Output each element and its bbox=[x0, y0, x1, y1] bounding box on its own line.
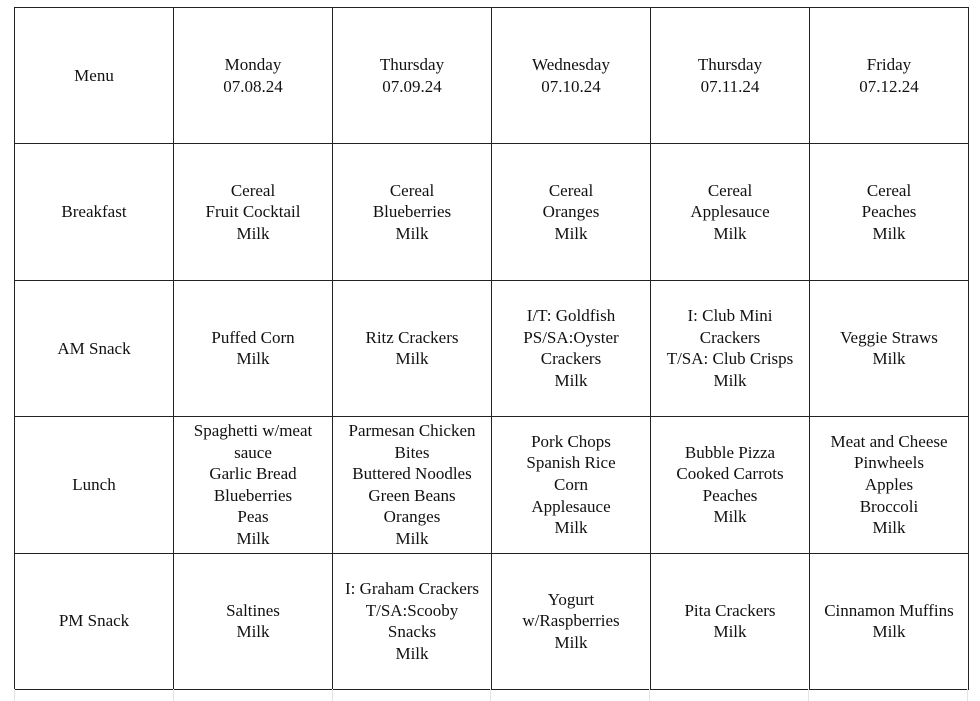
menu-item: Peas bbox=[237, 507, 269, 527]
menu-item: Cereal bbox=[866, 180, 912, 200]
menu-item: Applesauce bbox=[531, 496, 611, 516]
menu-item: I: Graham Crackers bbox=[344, 579, 480, 599]
menu-corner-cell bbox=[15, 8, 174, 144]
menu-item: Milk bbox=[395, 529, 429, 549]
menu-cell-breakfast-monday bbox=[174, 144, 333, 280]
menu-item: Parmesan Chicken bbox=[348, 421, 476, 441]
menu-cell-pm-snack-monday bbox=[174, 553, 333, 689]
day-header-tuesday bbox=[333, 8, 492, 144]
menu-item: Milk bbox=[236, 349, 270, 369]
menu-item: I: Club Mini bbox=[687, 306, 773, 326]
menu-item: Milk bbox=[236, 223, 270, 243]
menu-item: Milk bbox=[554, 223, 588, 243]
menu-cell-lunch-tuesday bbox=[333, 417, 492, 553]
meal-label-cell bbox=[15, 417, 174, 553]
menu-item: Puffed Corn bbox=[211, 327, 295, 347]
menu-item: Apples bbox=[864, 475, 914, 495]
day-name: Thursday bbox=[379, 55, 445, 75]
header-row bbox=[15, 8, 969, 144]
menu-item: Blueberries bbox=[213, 485, 293, 505]
menu-item: Crackers bbox=[540, 349, 602, 369]
meal-label-cell bbox=[15, 280, 174, 416]
footer-column-guide bbox=[490, 689, 649, 701]
menu-item: Milk bbox=[236, 529, 270, 549]
menu-item: T/SA: Club Crisps bbox=[666, 349, 794, 369]
weekly-menu-table bbox=[14, 7, 969, 690]
menu-item: Cereal bbox=[548, 180, 594, 200]
menu-cell-lunch-wednesday bbox=[492, 417, 651, 553]
menu-corner-label: Menu bbox=[74, 65, 114, 85]
menu-item: Milk bbox=[872, 518, 906, 538]
menu-item: Corn bbox=[554, 475, 588, 495]
day-header-friday bbox=[810, 8, 969, 144]
day-name: Thursday bbox=[697, 55, 763, 75]
footer-column-guide bbox=[808, 689, 968, 701]
menu-item: Fruit Cocktail bbox=[205, 202, 301, 222]
menu-item: Milk bbox=[713, 223, 747, 243]
menu-item: Cooked Carrots bbox=[676, 464, 784, 484]
menu-item: Spaghetti w/meat bbox=[193, 421, 313, 441]
menu-cell-pm-snack-wednesday bbox=[492, 553, 651, 689]
meal-row-breakfast bbox=[15, 144, 969, 280]
menu-item: Milk bbox=[554, 633, 588, 653]
menu-item: Oranges bbox=[383, 507, 441, 527]
menu-item: PS/SA:Oyster bbox=[523, 327, 619, 347]
menu-cell-lunch-friday bbox=[810, 417, 969, 553]
menu-item: Spanish Rice bbox=[526, 453, 616, 473]
meal-label-cell bbox=[15, 553, 174, 689]
day-header-wednesday bbox=[492, 8, 651, 144]
menu-item: Cereal bbox=[230, 180, 276, 200]
footer-column-guide bbox=[14, 689, 173, 701]
menu-item: Applesauce bbox=[690, 202, 770, 222]
menu-cell-breakfast-tuesday bbox=[333, 144, 492, 280]
menu-item: I/T: Goldfish bbox=[526, 306, 616, 326]
menu-item: Oranges bbox=[542, 202, 600, 222]
menu-cell-am-snack-wednesday bbox=[492, 280, 651, 416]
footer-column-guide bbox=[332, 689, 491, 701]
menu-item: Pork Chops bbox=[531, 431, 611, 451]
menu-item: Milk bbox=[713, 507, 747, 527]
day-date: 07.11.24 bbox=[700, 76, 760, 96]
menu-cell-pm-snack-tuesday bbox=[333, 553, 492, 689]
menu-item: Milk bbox=[236, 622, 270, 642]
meal-row-am-snack bbox=[15, 280, 969, 416]
menu-item: Saltines bbox=[226, 600, 280, 620]
menu-item: Milk bbox=[872, 223, 906, 243]
menu-item: Broccoli bbox=[859, 496, 919, 516]
menu-item: Cinnamon Muffins bbox=[824, 600, 954, 620]
menu-item: Cereal bbox=[707, 180, 753, 200]
menu-cell-breakfast-thursday bbox=[651, 144, 810, 280]
menu-item: Yogurt bbox=[547, 589, 595, 609]
meal-label: PM Snack bbox=[58, 611, 130, 631]
menu-cell-am-snack-tuesday bbox=[333, 280, 492, 416]
menu-item: Bubble Pizza bbox=[684, 442, 776, 462]
menu-item: Milk bbox=[713, 371, 747, 391]
menu-cell-am-snack-monday bbox=[174, 280, 333, 416]
menu-item: Green Beans bbox=[368, 485, 456, 505]
menu-item: Milk bbox=[554, 371, 588, 391]
menu-item: Meat and Cheese bbox=[830, 431, 948, 451]
menu-item: Buttered Noodles bbox=[352, 464, 472, 484]
day-date: 07.09.24 bbox=[382, 76, 442, 96]
menu-item: Milk bbox=[395, 223, 429, 243]
day-name: Friday bbox=[866, 55, 912, 75]
menu-item: Milk bbox=[872, 622, 906, 642]
meal-label-cell bbox=[15, 144, 174, 280]
menu-item: Cereal bbox=[389, 180, 435, 200]
menu-cell-am-snack-friday bbox=[810, 280, 969, 416]
day-name: Wednesday bbox=[532, 55, 610, 75]
menu-item: Veggie Straws bbox=[840, 327, 938, 347]
menu-item: Garlic Bread bbox=[209, 464, 297, 484]
menu-item: w/Raspberries bbox=[522, 611, 620, 631]
meal-label: Breakfast bbox=[61, 202, 127, 222]
menu-item: Bites bbox=[394, 442, 430, 462]
menu-item: Pita Crackers bbox=[684, 600, 776, 620]
menu-item: Milk bbox=[395, 643, 429, 663]
menu-item: Blueberries bbox=[372, 202, 452, 222]
menu-cell-breakfast-wednesday bbox=[492, 144, 651, 280]
menu-cell-pm-snack-thursday bbox=[651, 553, 810, 689]
menu-item: Milk bbox=[713, 622, 747, 642]
meal-label: Lunch bbox=[72, 475, 116, 495]
footer-column-guide bbox=[649, 689, 808, 701]
menu-item: T/SA:Scooby bbox=[365, 600, 459, 620]
menu-cell-am-snack-thursday bbox=[651, 280, 810, 416]
day-date: 07.08.24 bbox=[223, 76, 283, 96]
meal-label: AM Snack bbox=[57, 338, 131, 358]
menu-item: Milk bbox=[872, 349, 906, 369]
day-date: 07.12.24 bbox=[859, 76, 919, 96]
footer-column-guide bbox=[173, 689, 332, 701]
day-name: Monday bbox=[224, 55, 282, 75]
meal-row-lunch bbox=[15, 417, 969, 553]
menu-table-body bbox=[15, 8, 969, 690]
menu-item: Peaches bbox=[861, 202, 917, 222]
menu-item: Milk bbox=[554, 518, 588, 538]
menu-item: Peaches bbox=[702, 485, 758, 505]
meal-row-pm-snack bbox=[15, 553, 969, 689]
menu-item: sauce bbox=[234, 442, 272, 462]
menu-item: Ritz Crackers bbox=[365, 327, 459, 347]
day-header-monday bbox=[174, 8, 333, 144]
day-date: 07.10.24 bbox=[541, 76, 601, 96]
menu-cell-pm-snack-friday bbox=[810, 553, 969, 689]
table-bottom-margin bbox=[14, 689, 968, 701]
menu-item: Snacks bbox=[387, 622, 437, 642]
menu-cell-lunch-thursday bbox=[651, 417, 810, 553]
menu-cell-breakfast-friday bbox=[810, 144, 969, 280]
day-header-thursday bbox=[651, 8, 810, 144]
menu-item: Milk bbox=[395, 349, 429, 369]
menu-item: Crackers bbox=[699, 327, 761, 347]
menu-cell-lunch-monday bbox=[174, 417, 333, 553]
menu-item: Pinwheels bbox=[854, 453, 924, 473]
